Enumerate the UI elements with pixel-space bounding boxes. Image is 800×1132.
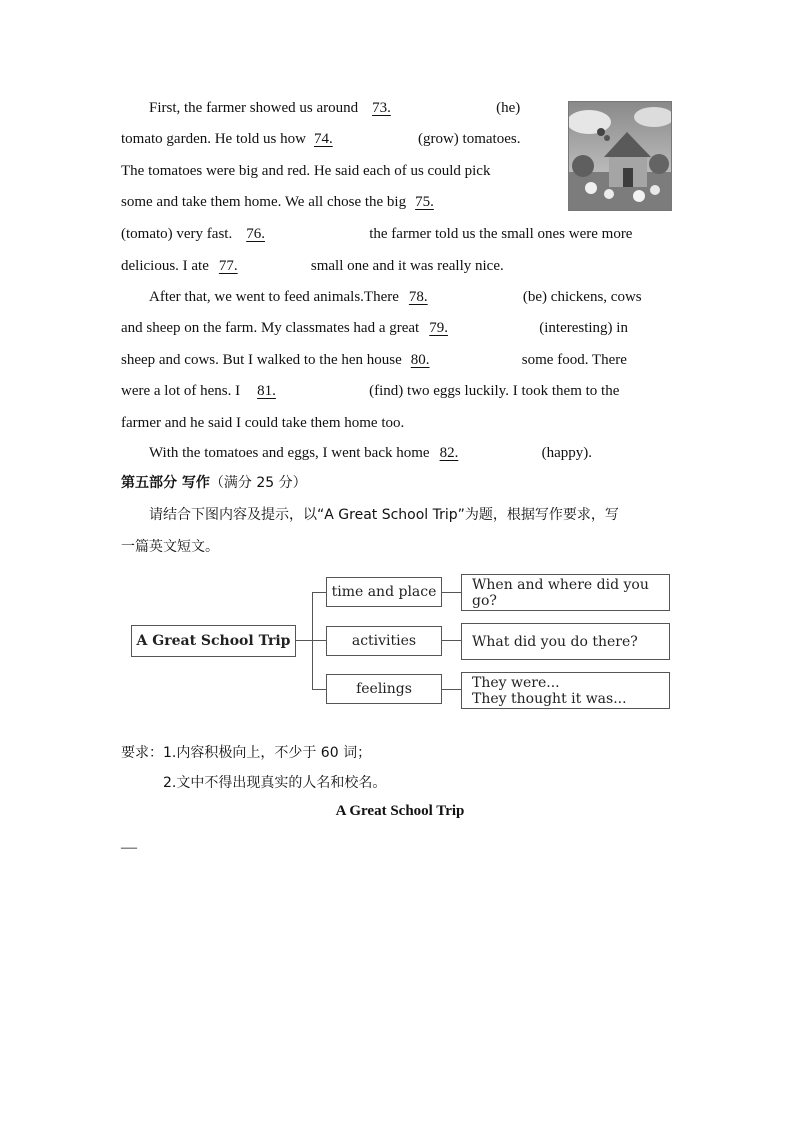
blank-77: 77. (218, 258, 238, 274)
instruction-line-2: 一篇英文短文。 (121, 539, 219, 555)
passage-line: were a lot of hens. I 81. (find) two eggs luckily. I took them to the (121, 383, 620, 399)
passage-line: tomato garden. He told us how 74. (grow) tomatoes. (121, 131, 521, 147)
connector (442, 640, 461, 641)
requirement-2: 2.文中不得出现真实的人名和校名。 (163, 775, 387, 791)
blank-78: 78. (408, 289, 428, 305)
answer-line: — (121, 839, 137, 856)
passage-line: After that, we went to feed animals.There 78. (be) chickens, cows (149, 289, 642, 305)
section-title: 第五部分 写作 (121, 475, 210, 491)
blank-81: 81. (257, 383, 276, 399)
connector (312, 689, 326, 690)
topic-activities: activities (326, 626, 442, 656)
blank-73: 73. (372, 100, 391, 116)
passage-line: and sheep on the farm. My classmates had a great 79. (interesting) in (121, 320, 628, 336)
passage-line: First, the farmer showed us around 73. (he) (149, 100, 521, 116)
connector (442, 592, 461, 593)
farm-illustration (568, 101, 672, 211)
section-score: （满分 25 分） (209, 475, 307, 491)
essay-title: A Great School Trip (335, 803, 465, 819)
blank-79: 79. (429, 320, 448, 336)
passage-line: sheep and cows. But I walked to the hen house 80. some food. There (121, 352, 627, 368)
prompt-feelings: They were... They thought it was... (461, 672, 670, 709)
connector (312, 640, 326, 641)
blank-82: 82. (439, 445, 459, 461)
passage-line: The tomatoes were big and red. He said each of us could pick (121, 163, 491, 179)
connector (312, 592, 326, 593)
section-heading (121, 473, 307, 493)
mind-map-root: A Great School Trip (131, 625, 296, 657)
topic-feelings: feelings (326, 674, 442, 704)
passage-line: some and take them home. We all chose the big 75. (121, 192, 516, 212)
passage-line: farmer and he said I could take them home too. (121, 415, 405, 431)
passage-line: delicious. I ate 77. small one and it was really nice. (121, 258, 504, 274)
blank-74: 74. (313, 131, 333, 147)
prompt-time-and-place: When and where did you go? (461, 574, 670, 611)
prompt-activities: What did you do there? (461, 623, 670, 660)
blank-75: 75. (415, 194, 434, 210)
passage-line: (tomato) very fast. 76. the farmer told us the small ones were more (121, 226, 633, 242)
connector (442, 689, 461, 690)
connector (296, 640, 312, 641)
blank-76: 76. (246, 226, 265, 242)
instruction-line-1: 请结合下图内容及提示，以“A Great School Trip”为题，根据写作要求，写 (149, 507, 619, 523)
blank-80: 80. (410, 352, 430, 368)
topic-time-and-place: time and place (326, 577, 442, 607)
passage-line: With the tomatoes and eggs, I went back home 82. (happy). (149, 445, 592, 461)
requirement-1: 要求：1.内容积极向上，不少于 60 词； (121, 745, 372, 761)
